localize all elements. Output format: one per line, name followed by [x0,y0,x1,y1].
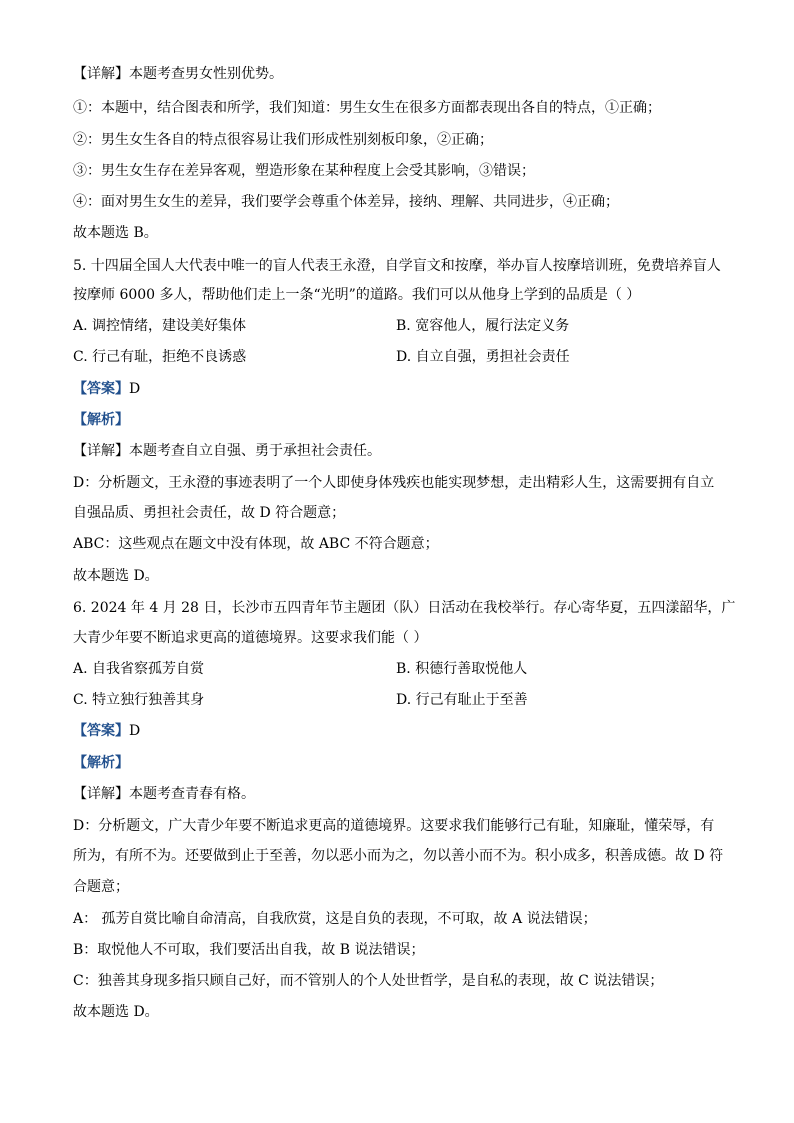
q6-d-line1: D：分析题文，广大青少年要不断追求更高的道德境界。这要求我们能够行己有耻，知廉耻，懂荣辱，有 [73,818,715,834]
q6-stem-line1: 6. 2024 年 4 月 28 日，长沙市五四青年节主题团（队）日活动在我校举行。存心寄华夏，五四漾韶华，广 [73,600,736,616]
q4-statement-4: ④：面对男生女生的差异，我们要学会尊重个体差异，接纳、理解、共同进步，④正确； [73,194,619,210]
q5-abc-line: ABC：这些观点在题文中没有体现，故 ABC 不符合题意； [73,536,439,552]
q6-d-line2: 所为，有所不为。还要做到止于至善，勿以恶小而为之，勿以善小而不为。积小成多，积善成德。故 D 符 [73,848,724,864]
q6-detail: 【详解】本题考查青春有格。 [73,786,255,802]
q4-statement-2: ②：男生女生各自的特点很容易让我们形成性别刻板印象，②正确； [73,132,493,148]
q5-stem-line2: 按摩师 6000 多人，帮助他们走上一条“光明”的道路。我们可以从他身上学到的品质是（ ） [73,287,641,303]
q6-option-a: A. 自我省察孤芳自赏 [73,661,205,677]
q6-conclusion: 故本题选 D。 [73,1004,159,1020]
answer-tag: 【答案】 [73,381,129,397]
q6-answer [73,721,140,741]
q6-answer-value: D [129,723,141,739]
q6-option-b: B. 积德行善取悦他人 [396,661,528,677]
q5-answer-value: D [129,381,141,397]
q6-stem-line2: 大青少年要不断追求更高的道德境界。这要求我们能（ ） [73,630,428,646]
q5-option-d: D. 自立自强，勇担社会责任 [396,349,570,365]
q4-conclusion: 故本题选 B。 [73,225,158,241]
q5-option-b: B. 宽容他人，履行法定义务 [396,318,570,334]
q4-detail: 【详解】本题考查男女性别优势。 [73,66,283,82]
q5-d-line1: D：分析题文，王永澄的事迹表明了一个人即使身体残疾也能实现梦想，走出精彩人生，这需要拥有自立 [73,475,715,491]
q6-d-line3: 合题意； [73,879,129,895]
q5-stem-line1: 5. 十四届全国人大代表中唯一的盲人代表王永澄，自学盲文和按摩，举办盲人按摩培训班，免费培养盲人 [73,258,721,274]
q4-statement-1: ①：本题中，结合图表和所学，我们知道：男生女生在很多方面都表现出各自的特点，①正确； [73,100,661,116]
q6-option-d: D. 行己有耻止于至善 [396,692,528,708]
q6-b-line: B：取悦他人不可取，我们要活出自我，故 B 说法错误； [73,942,425,958]
q5-d-line2: 自强品质、勇担社会责任，故 D 符合题意； [73,505,346,521]
q4-statement-3: ③：男生女生存在差异客观，塑造形象在某种程度上会受其影响，③错误； [73,163,535,179]
q6-c-line: C：独善其身现多指只顾自己好，而不管别人的个人处世哲学，是自私的表现，故 C 说法错误； [73,973,664,989]
q6-analysis-tag [73,753,129,773]
analysis-tag: 【解析】 [73,412,129,428]
answer-tag: 【答案】 [73,723,129,739]
q5-option-a: A. 调控情绪，建设美好集体 [73,318,247,334]
q6-a-line: A： 孤芳自赏比喻自命清高，自我欣赏，这是自负的表现，不可取，故 A 说法错误； [73,911,597,927]
analysis-tag: 【解析】 [73,755,129,771]
q5-conclusion: 故本题选 D。 [73,568,159,584]
q5-option-c: C. 行己有耻，拒绝不良诱惑 [73,349,247,365]
q5-analysis-tag [73,410,129,430]
q6-option-c: C. 特立独行独善其身 [73,692,205,708]
q5-answer [73,379,140,399]
q5-detail: 【详解】本题考查自立自强、勇于承担社会责任。 [73,443,381,459]
